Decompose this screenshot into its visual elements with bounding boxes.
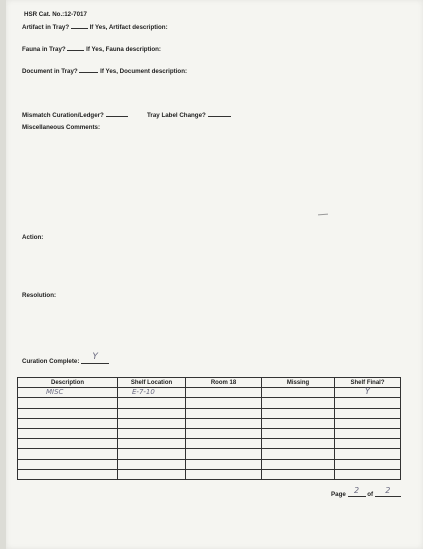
- misc-comments-label: Miscellaneous Comments:: [22, 124, 101, 131]
- cell-shelf-location: E-7-10: [132, 388, 155, 397]
- table-cell[interactable]: [18, 408, 118, 418]
- document-description-label: If Yes, Document description:: [100, 68, 188, 75]
- table-cell[interactable]: [335, 398, 401, 408]
- tray-label-blank[interactable]: [208, 110, 231, 117]
- table-row: [18, 408, 401, 418]
- table-cell[interactable]: [186, 418, 262, 428]
- table-cell[interactable]: [186, 428, 262, 438]
- table-cell[interactable]: [118, 459, 186, 469]
- table-row: [18, 469, 401, 479]
- table-cell[interactable]: [18, 398, 118, 408]
- table-cell[interactable]: [262, 388, 335, 398]
- page-label: Page: [331, 491, 346, 498]
- table-cell[interactable]: [118, 439, 186, 449]
- catalog-number: HSR Cat. No.:12-7017: [24, 11, 87, 18]
- cell-shelf-final: Y: [364, 387, 371, 398]
- table-row: [18, 459, 401, 469]
- table-cell[interactable]: [262, 428, 335, 438]
- table-cell[interactable]: [335, 469, 401, 479]
- table-cell[interactable]: [335, 418, 401, 428]
- table-cell[interactable]: [335, 428, 401, 438]
- mismatch-label: Mismatch Curation/Ledger?: [22, 112, 104, 119]
- table-cell[interactable]: [262, 439, 335, 449]
- table-cell[interactable]: [335, 388, 401, 398]
- of-label: of: [367, 491, 374, 498]
- fauna-description-label: If Yes, Fauna description:: [86, 46, 161, 53]
- table-row: [18, 439, 401, 449]
- header-shelf-final: Shelf Final?: [335, 378, 401, 388]
- curation-complete-label: Curation Complete:: [22, 358, 80, 365]
- table-cell[interactable]: [118, 408, 186, 418]
- table-cell[interactable]: [335, 459, 401, 469]
- header-missing: Missing: [262, 378, 335, 388]
- tray-label-row: [147, 110, 231, 120]
- mismatch-blank[interactable]: [106, 110, 128, 117]
- artifact-blank[interactable]: [71, 22, 88, 29]
- table-row: [18, 418, 401, 428]
- table-cell[interactable]: [118, 449, 186, 459]
- table-header-row: [18, 378, 401, 388]
- table-cell[interactable]: [262, 459, 335, 469]
- table-cell[interactable]: [262, 408, 335, 418]
- table-cell[interactable]: [186, 439, 262, 449]
- table-cell[interactable]: [118, 388, 186, 398]
- table-cell[interactable]: [335, 449, 401, 459]
- table-cell[interactable]: [118, 398, 186, 408]
- curation-complete-row: [22, 352, 109, 366]
- artifact-question: Artifact in Tray?: [22, 24, 70, 31]
- table-cell[interactable]: [118, 418, 186, 428]
- fauna-row: [22, 44, 161, 54]
- table-cell[interactable]: [18, 439, 118, 449]
- fauna-question: Fauna in Tray?: [22, 46, 66, 53]
- table-row: [18, 398, 401, 408]
- artifact-description-label: If Yes, Artifact description:: [89, 24, 168, 31]
- tray-label-change-label: Tray Label Change?: [147, 112, 206, 119]
- table-cell[interactable]: [186, 408, 262, 418]
- table-cell[interactable]: [18, 418, 118, 428]
- page-total-value: 2: [385, 486, 391, 495]
- table-cell[interactable]: [262, 469, 335, 479]
- mismatch-row: [22, 110, 128, 120]
- artifact-row: [22, 22, 168, 32]
- page-counter: [331, 486, 401, 499]
- table-cell[interactable]: [186, 388, 262, 398]
- table-cell[interactable]: [186, 449, 262, 459]
- table-cell[interactable]: [262, 398, 335, 408]
- table-row: [18, 388, 401, 398]
- page-number-field[interactable]: [348, 486, 366, 497]
- curation-complete-field[interactable]: [81, 352, 109, 364]
- table-cell[interactable]: [118, 469, 186, 479]
- table-cell[interactable]: [18, 449, 118, 459]
- header-room-18: Room 18: [186, 378, 262, 388]
- table-cell[interactable]: [18, 469, 118, 479]
- document-blank[interactable]: [79, 66, 98, 73]
- table-cell[interactable]: [186, 398, 262, 408]
- table-cell[interactable]: [262, 449, 335, 459]
- table-cell[interactable]: [186, 469, 262, 479]
- inventory-table: [17, 377, 401, 480]
- document-row: [22, 66, 187, 76]
- document-question: Document in Tray?: [22, 68, 78, 75]
- table-row: [18, 449, 401, 459]
- table-cell[interactable]: [335, 439, 401, 449]
- cell-description: MISC: [46, 388, 64, 397]
- resolution-label: Resolution:: [22, 292, 57, 299]
- table-cell[interactable]: [335, 408, 401, 418]
- table-cell[interactable]: [18, 388, 118, 398]
- curation-complete-value: Y: [92, 352, 98, 362]
- table-body: [18, 388, 401, 480]
- table-cell[interactable]: [186, 459, 262, 469]
- header-shelf-location: Shelf Location: [118, 378, 186, 388]
- table-cell[interactable]: [18, 428, 118, 438]
- action-label: Action:: [22, 234, 44, 241]
- page-number-value: 2: [353, 486, 360, 495]
- header-description: Description: [18, 378, 118, 388]
- table-cell[interactable]: [18, 459, 118, 469]
- table-row: [18, 428, 401, 438]
- fauna-blank[interactable]: [67, 44, 84, 51]
- page-total-field[interactable]: [375, 486, 401, 497]
- table-cell[interactable]: [262, 418, 335, 428]
- table-cell[interactable]: [118, 428, 186, 438]
